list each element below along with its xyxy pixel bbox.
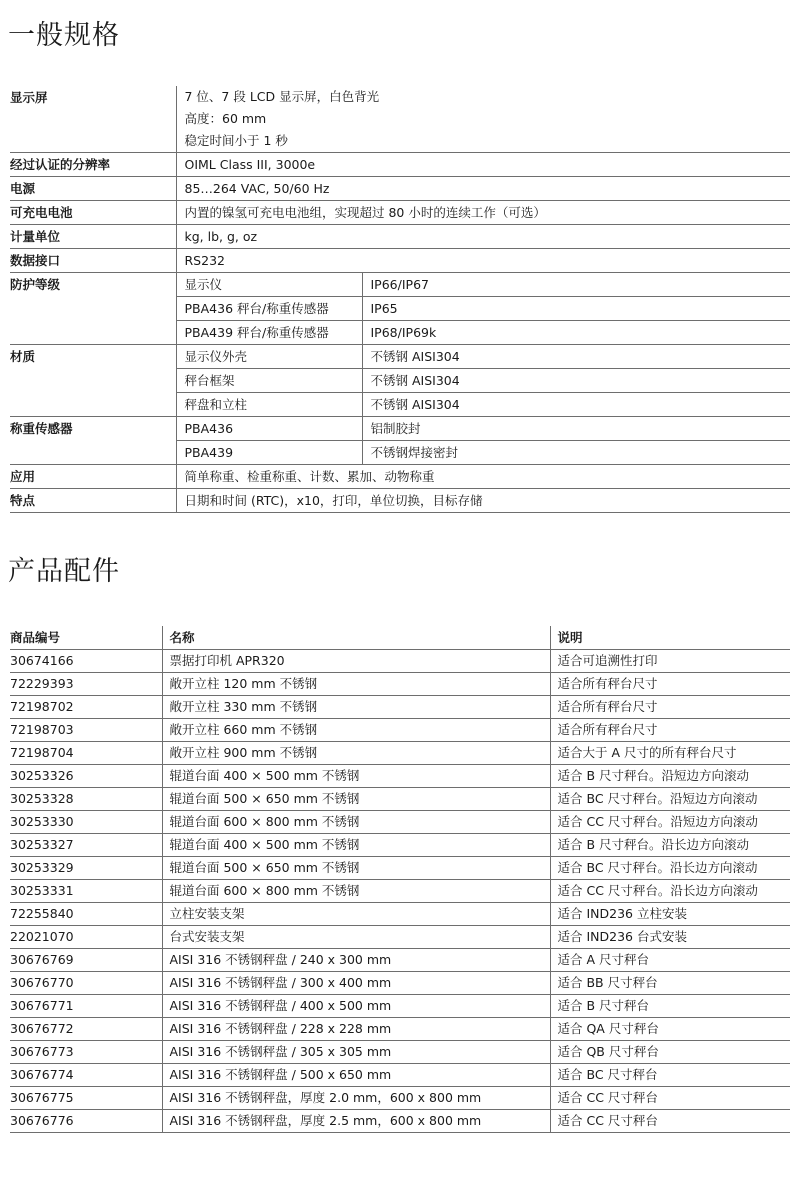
item-description: 适合所有秤台尺寸 bbox=[550, 696, 790, 719]
table-row bbox=[10, 1018, 790, 1041]
spec-value: 简单称重、检重称重、计数、累加、动物称重 bbox=[176, 465, 790, 489]
spec-row bbox=[10, 345, 790, 369]
item-description: 适合 IND236 台式安装 bbox=[550, 926, 790, 949]
table-row bbox=[10, 880, 790, 903]
item-number: 30676769 bbox=[10, 949, 162, 972]
item-number: 72198703 bbox=[10, 719, 162, 742]
item-description: 适合 CC 尺寸秤台。沿短边方向滚动 bbox=[550, 811, 790, 834]
spec-row bbox=[10, 465, 790, 489]
item-name: AISI 316 不锈钢秤盘 / 240 x 300 mm bbox=[162, 949, 550, 972]
item-description: 适合 B 尺寸秤台 bbox=[550, 995, 790, 1018]
spec-sub-name: 显示仪外壳 bbox=[176, 345, 362, 369]
item-number: 22021070 bbox=[10, 926, 162, 949]
spec-sub-value: IP66/IP67 bbox=[362, 273, 790, 297]
item-description: 适合大于 A 尺寸的所有秤台尺寸 bbox=[550, 742, 790, 765]
item-description: 适合 BC 尺寸秤台 bbox=[550, 1064, 790, 1087]
item-number: 30676771 bbox=[10, 995, 162, 1018]
item-number: 30253331 bbox=[10, 880, 162, 903]
spec-sub-value: 不锈钢焊接密封 bbox=[362, 441, 790, 465]
spec-row bbox=[10, 153, 790, 177]
spec-sub-name: 显示仪 bbox=[176, 273, 362, 297]
item-name: 敞开立柱 120 mm 不锈钢 bbox=[162, 673, 550, 696]
item-description: 适合 BB 尺寸秤台 bbox=[550, 972, 790, 995]
item-name: 敞开立柱 330 mm 不锈钢 bbox=[162, 696, 550, 719]
spec-value: kg, lb, g, oz bbox=[176, 225, 790, 249]
header-item-number: 商品编号 bbox=[10, 626, 162, 650]
table-row bbox=[10, 949, 790, 972]
item-number: 30676773 bbox=[10, 1041, 162, 1064]
spec-label: 显示屏 bbox=[10, 86, 176, 153]
spec-value-line: 7 位、7 段 LCD 显示屏，白色背光 bbox=[184, 89, 380, 104]
item-number: 30253327 bbox=[10, 834, 162, 857]
item-name: AISI 316 不锈钢秤盘 / 500 x 650 mm bbox=[162, 1064, 550, 1087]
table-row bbox=[10, 788, 790, 811]
table-row bbox=[10, 650, 790, 673]
item-description: 适合 B 尺寸秤台。沿短边方向滚动 bbox=[550, 765, 790, 788]
spec-label: 应用 bbox=[10, 465, 176, 489]
spec-value: 内置的镍氢可充电电池组，实现超过 80 小时的连续工作（可选） bbox=[176, 201, 790, 225]
item-description: 适合所有秤台尺寸 bbox=[550, 719, 790, 742]
specs-table bbox=[10, 86, 790, 513]
item-description: 适合 B 尺寸秤台。沿长边方向滚动 bbox=[550, 834, 790, 857]
spec-row bbox=[10, 417, 790, 441]
spec-value: RS232 bbox=[176, 249, 790, 273]
accessories-table bbox=[10, 626, 790, 1133]
header-description: 说明 bbox=[550, 626, 790, 650]
header-name: 名称 bbox=[162, 626, 550, 650]
item-number: 30676772 bbox=[10, 1018, 162, 1041]
item-name: 辊道台面 600 × 800 mm 不锈钢 bbox=[162, 811, 550, 834]
item-name: 辊道台面 400 × 500 mm 不锈钢 bbox=[162, 834, 550, 857]
item-description: 适合 BC 尺寸秤台。沿短边方向滚动 bbox=[550, 788, 790, 811]
spec-value-line: 稳定时间小于 1 秒 bbox=[184, 133, 288, 148]
table-row bbox=[10, 1110, 790, 1133]
item-name: AISI 316 不锈钢秤盘 / 300 x 400 mm bbox=[162, 972, 550, 995]
spec-sub-value: 不锈钢 AISI304 bbox=[362, 393, 790, 417]
item-description: 适合 CC 尺寸秤台。沿长边方向滚动 bbox=[550, 880, 790, 903]
spec-label: 防护等级 bbox=[10, 273, 176, 345]
item-description: 适合 CC 尺寸秤台 bbox=[550, 1110, 790, 1133]
item-description: 适合所有秤台尺寸 bbox=[550, 673, 790, 696]
spec-value: 85…264 VAC, 50/60 Hz bbox=[176, 177, 790, 201]
item-name: 票据打印机 APR320 bbox=[162, 650, 550, 673]
item-name: AISI 316 不锈钢秤盘，厚度 2.5 mm，600 x 800 mm bbox=[162, 1110, 550, 1133]
table-row bbox=[10, 696, 790, 719]
spec-value bbox=[176, 86, 790, 153]
spec-row bbox=[10, 273, 790, 297]
spec-label: 材质 bbox=[10, 345, 176, 417]
item-number: 30253328 bbox=[10, 788, 162, 811]
item-number: 30676770 bbox=[10, 972, 162, 995]
spec-sub-name: PBA439 bbox=[176, 441, 362, 465]
spec-value-line: 高度：60 mm bbox=[184, 111, 267, 126]
item-number: 72198702 bbox=[10, 696, 162, 719]
table-row bbox=[10, 1087, 790, 1110]
spec-sub-name: 秤台框架 bbox=[176, 369, 362, 393]
item-number: 72229393 bbox=[10, 673, 162, 696]
spec-row bbox=[10, 225, 790, 249]
item-name: AISI 316 不锈钢秤盘，厚度 2.0 mm，600 x 800 mm bbox=[162, 1087, 550, 1110]
spec-sub-name: PBA439 秤台/称重传感器 bbox=[176, 321, 362, 345]
spec-label: 特点 bbox=[10, 489, 176, 513]
spec-row bbox=[10, 177, 790, 201]
spec-value: 日期和时间 (RTC)，x10，打印，单位切换，目标存储 bbox=[176, 489, 790, 513]
item-name: 辊道台面 500 × 650 mm 不锈钢 bbox=[162, 788, 550, 811]
accessories-section-title: 产品配件 bbox=[8, 556, 120, 587]
spec-row bbox=[10, 86, 790, 153]
table-row bbox=[10, 719, 790, 742]
spec-label: 可充电电池 bbox=[10, 201, 176, 225]
table-row bbox=[10, 765, 790, 788]
table-row bbox=[10, 811, 790, 834]
item-number: 30676775 bbox=[10, 1087, 162, 1110]
item-name: 敞开立柱 660 mm 不锈钢 bbox=[162, 719, 550, 742]
accessories-header-row bbox=[10, 626, 790, 650]
item-description: 适合 BC 尺寸秤台。沿长边方向滚动 bbox=[550, 857, 790, 880]
spec-sub-value: 不锈钢 AISI304 bbox=[362, 345, 790, 369]
spec-label: 称重传感器 bbox=[10, 417, 176, 465]
table-row bbox=[10, 742, 790, 765]
spec-label: 数据接口 bbox=[10, 249, 176, 273]
spec-sub-name: 秤盘和立柱 bbox=[176, 393, 362, 417]
item-number: 30676774 bbox=[10, 1064, 162, 1087]
table-row bbox=[10, 1064, 790, 1087]
item-name: 台式安装支架 bbox=[162, 926, 550, 949]
item-description: 适合 QB 尺寸秤台 bbox=[550, 1041, 790, 1064]
table-row bbox=[10, 903, 790, 926]
spec-sub-name: PBA436 秤台/称重传感器 bbox=[176, 297, 362, 321]
item-name: 辊道台面 600 × 800 mm 不锈钢 bbox=[162, 880, 550, 903]
specs-section-title: 一般规格 bbox=[8, 20, 120, 51]
spec-sub-value: 铝制胶封 bbox=[362, 417, 790, 441]
item-name: 敞开立柱 900 mm 不锈钢 bbox=[162, 742, 550, 765]
spec-label: 经过认证的分辨率 bbox=[10, 153, 176, 177]
item-name: AISI 316 不锈钢秤盘 / 305 x 305 mm bbox=[162, 1041, 550, 1064]
table-row bbox=[10, 834, 790, 857]
item-description: 适合 A 尺寸秤台 bbox=[550, 949, 790, 972]
table-row bbox=[10, 972, 790, 995]
item-description: 适合 CC 尺寸秤台 bbox=[550, 1087, 790, 1110]
spec-row bbox=[10, 201, 790, 225]
table-row bbox=[10, 857, 790, 880]
spec-row bbox=[10, 489, 790, 513]
item-name: AISI 316 不锈钢秤盘 / 228 x 228 mm bbox=[162, 1018, 550, 1041]
item-description: 适合 IND236 立柱安装 bbox=[550, 903, 790, 926]
spec-label: 计量单位 bbox=[10, 225, 176, 249]
item-number: 30253329 bbox=[10, 857, 162, 880]
spec-sub-name: PBA436 bbox=[176, 417, 362, 441]
item-name: AISI 316 不锈钢秤盘 / 400 x 500 mm bbox=[162, 995, 550, 1018]
spec-sub-value: IP65 bbox=[362, 297, 790, 321]
table-row bbox=[10, 673, 790, 696]
item-number: 30253330 bbox=[10, 811, 162, 834]
item-name: 立柱安装支架 bbox=[162, 903, 550, 926]
item-name: 辊道台面 500 × 650 mm 不锈钢 bbox=[162, 857, 550, 880]
item-number: 72255840 bbox=[10, 903, 162, 926]
item-description: 适合可追溯性打印 bbox=[550, 650, 790, 673]
item-number: 30674166 bbox=[10, 650, 162, 673]
item-number: 72198704 bbox=[10, 742, 162, 765]
spec-sub-value: IP68/IP69k bbox=[362, 321, 790, 345]
item-name: 辊道台面 400 × 500 mm 不锈钢 bbox=[162, 765, 550, 788]
table-row bbox=[10, 995, 790, 1018]
table-row bbox=[10, 1041, 790, 1064]
spec-label: 电源 bbox=[10, 177, 176, 201]
spec-row bbox=[10, 249, 790, 273]
item-number: 30676776 bbox=[10, 1110, 162, 1133]
table-row bbox=[10, 926, 790, 949]
spec-value: OIML Class III, 3000e bbox=[176, 153, 790, 177]
item-description: 适合 QA 尺寸秤台 bbox=[550, 1018, 790, 1041]
spec-sub-value: 不锈钢 AISI304 bbox=[362, 369, 790, 393]
item-number: 30253326 bbox=[10, 765, 162, 788]
